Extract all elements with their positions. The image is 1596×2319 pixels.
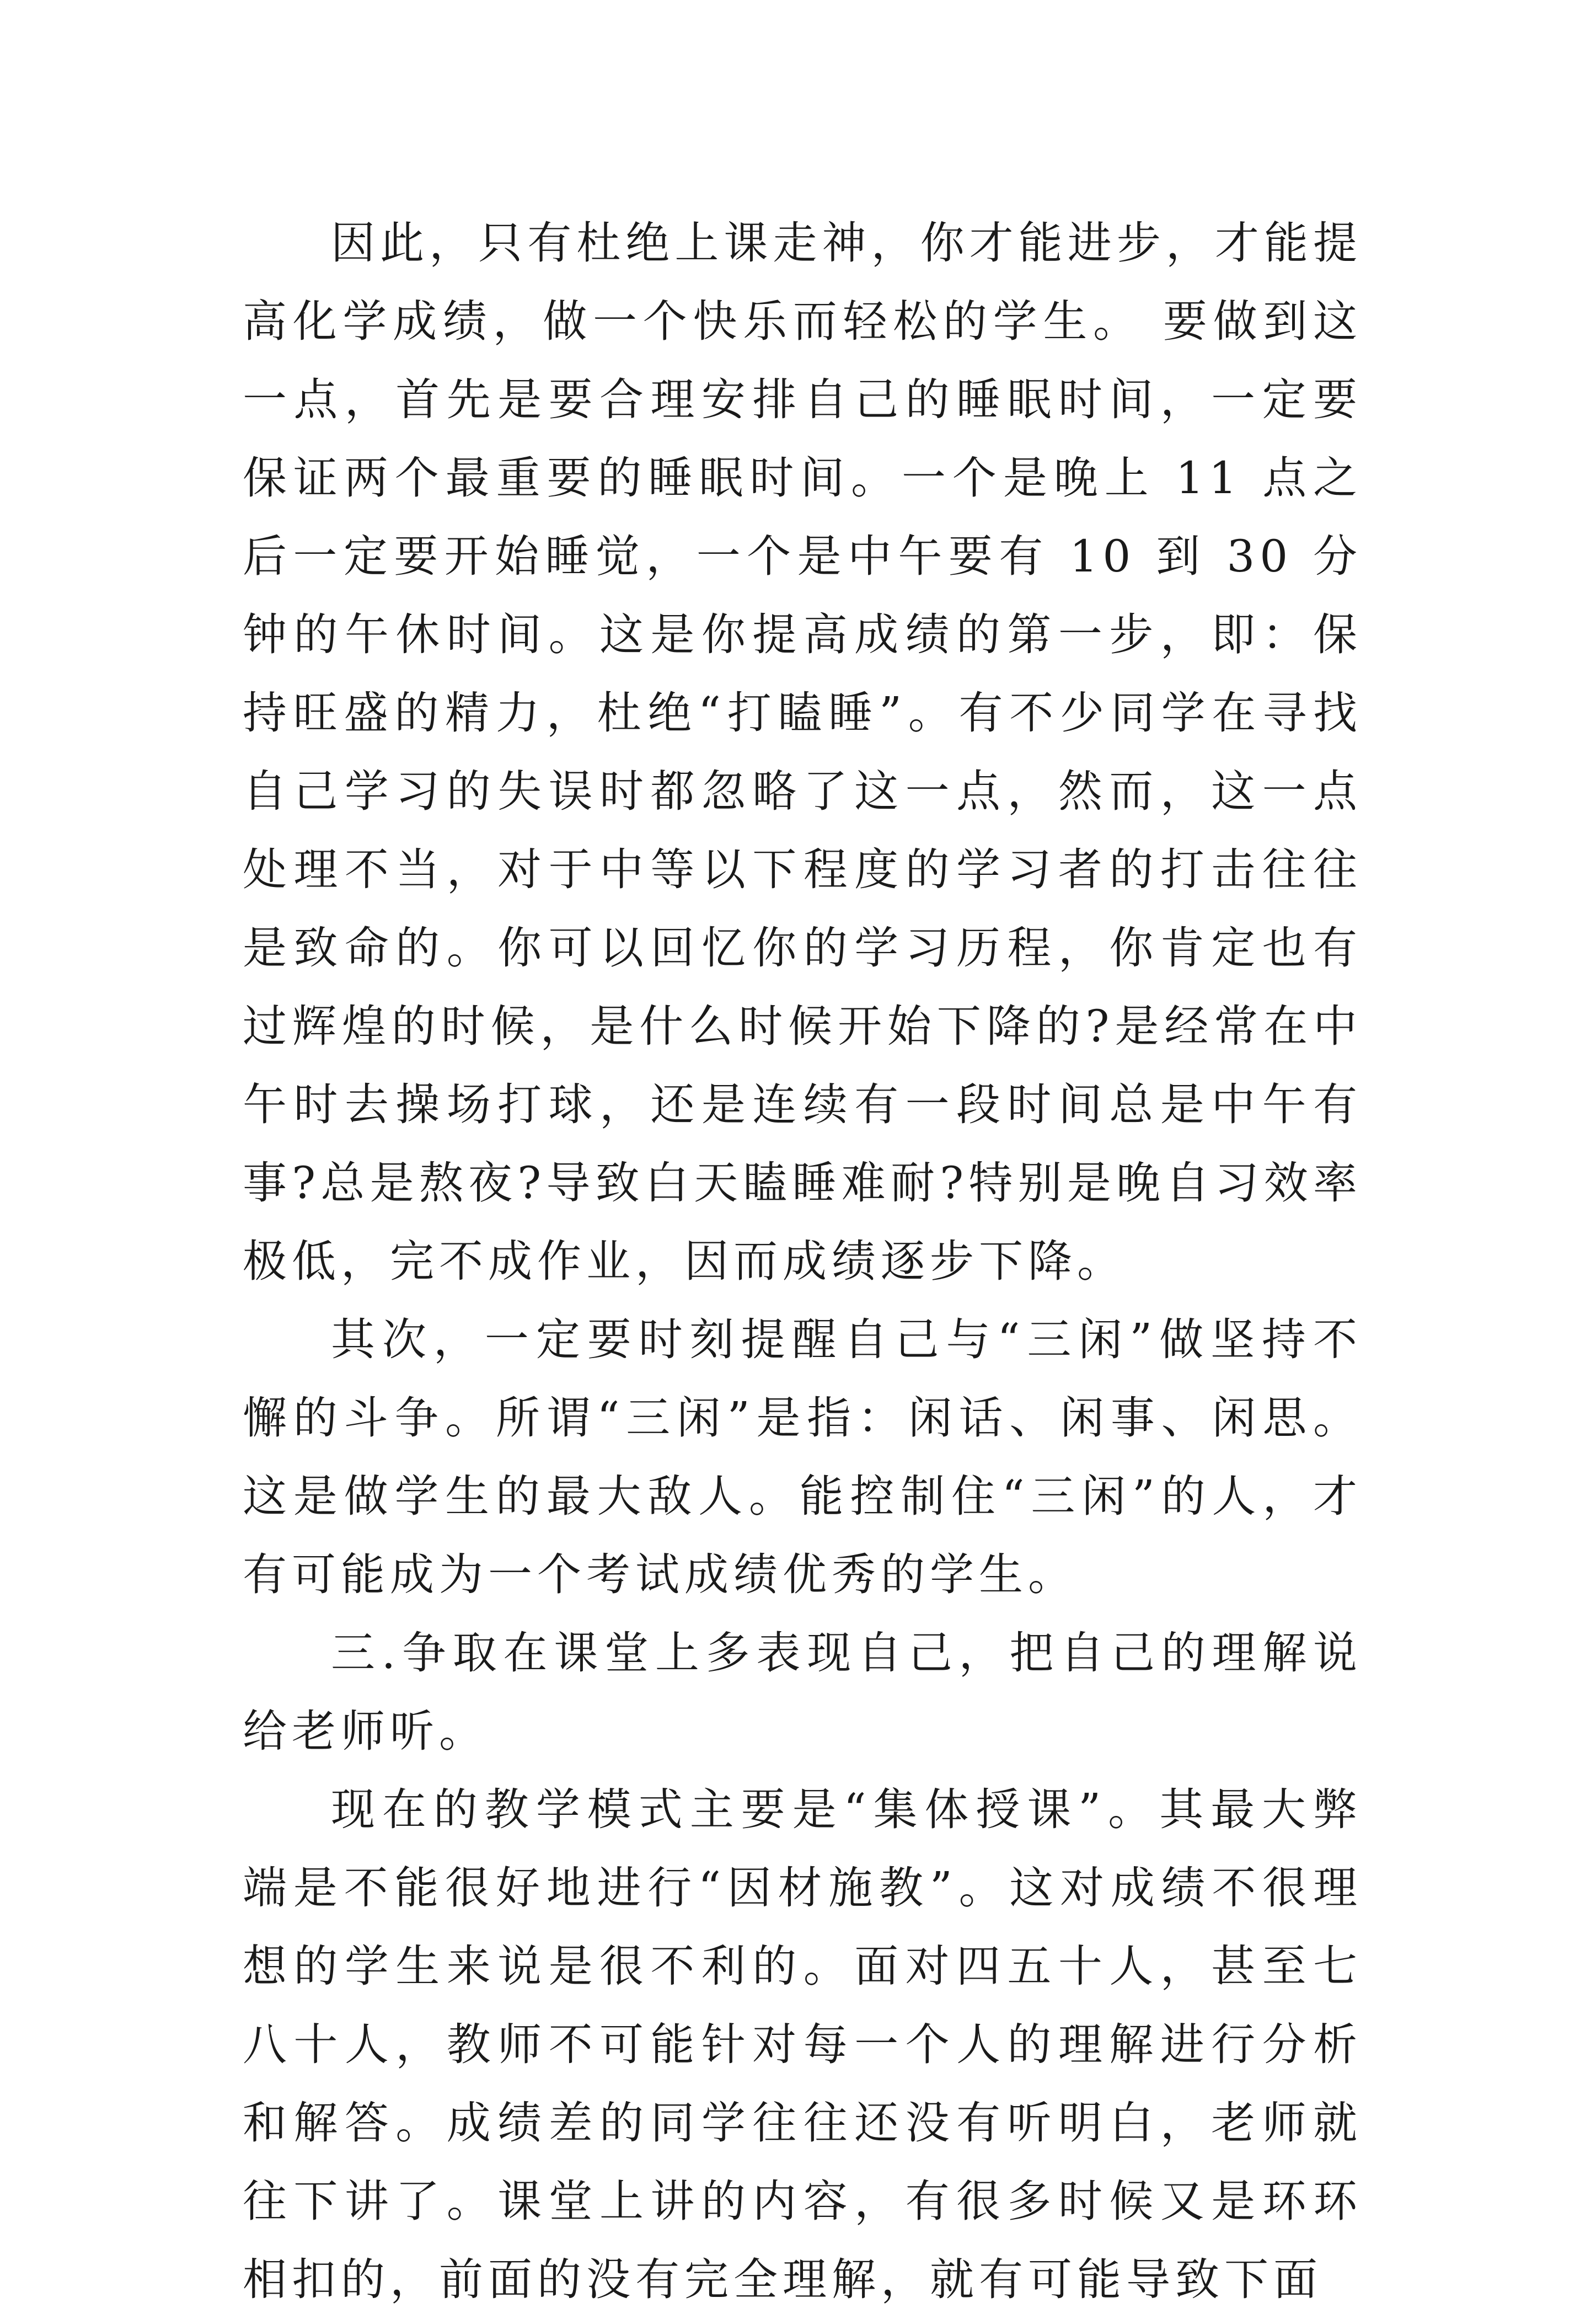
section-heading-3: 三.争取在课堂上多表现自己，把自己的理解说给老师听。 (243, 1627, 1362, 1757)
paragraph-three-idles: 其次，一定要时刻提醒自己与“三闲”做坚持不懈的斗争。所谓“三闲”是指：闲话、闲事、闲思。这是做学生的最大敌人。能控制住“三闲”的人，才有可能成为一个考试成绩优秀的学生。 (243, 1314, 1362, 1600)
paragraph-sleep-advice: 因此，只有杜绝上课走神，你才能进步，才能提高化学成绩，做一个快乐而轻松的学生。 要做到这一点，首先是要合理安排自己的睡眠时间，一定要保证两个最重要的睡眠时间。一个是晚上 11 点之后一定要开始睡觉，一个是中午要有 10 到 30 分钟的午休时间。这是你提高成绩的第一步，即：保持旺盛的精力，杜绝“打瞌睡”。有不少同学在寻找自己学习的失误时都忽略了这一点，然而，这一点处理不当，对于中等以下程度的学习者的打击往往是致命的。你可以回忆你的学习历程，你肯定也有过辉煌的时候，是什么时候开始下降的?是经常在中午时去操场打球，还是连续有一段时间总是中午有事?总是熬夜?导致白天瞌睡难耐?特别是晚自习效率极低，完不成作业，因而成绩逐步下降。 (243, 217, 1362, 1287)
paragraph-teaching-model: 现在的教学模式主要是“集体授课”。其最大弊端是不能很好地进行“因材施教”。这对成绩不很理想的学生来说是很不利的。面对四五十人，甚至七八十人，教师不可能针对每一个人的理解进行分析和解答。成绩差的同学往往还没有听明白，老师就往下讲了。课堂上讲的内容，有很多时候又是环环相扣的，前面的没有完全理解，就有可能导致下面 (243, 1784, 1362, 2305)
document-body (243, 204, 1362, 2319)
